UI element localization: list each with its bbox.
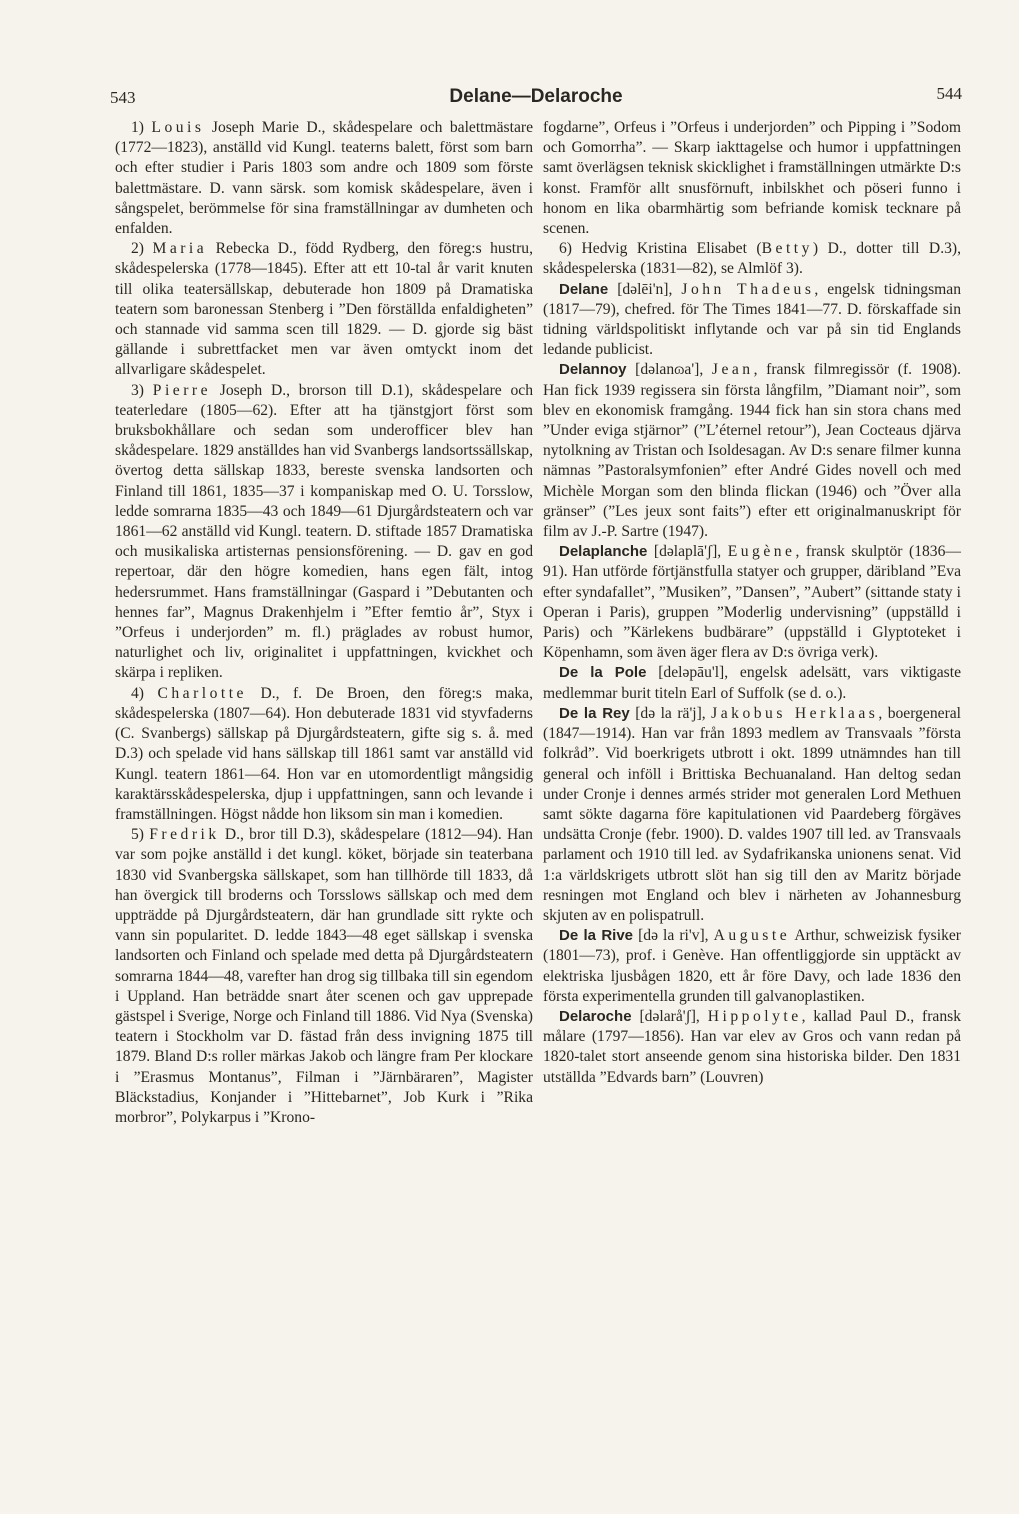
- headword: Delane: [559, 280, 609, 298]
- right-column: [543, 118, 961, 1088]
- left-column: [115, 118, 533, 1128]
- headword: Delaplanche: [559, 543, 648, 561]
- entry-fredrik: 5) Fredrik D., bror till D.3), skådespelare (1812—94). Han var som pojke anställd i det kungl. köket, började sin teaterbana 1830 vid Svanbergska sällskapet, som han tillhörde till 1833, då han övergick till broderns och Torsslows sällskap och med dem uppträdde på Djurgårdsteatern, där han grundlade sitt rykte och vann sin popularitet. D. ledde 1843—48 eget sällskap i svenska landsorten och Finland och spelade med detta på Djurgårdsteatern somrarna 1844—48, varefter han drog sig tillbaka till sin egendom i Uppland. Han beträdde snart åter scenen och gav upprepade gästspel i Sverige, Norge och Finland till 1886. Vid Nya (Svenska) teatern i Stockholm var D. fästad från dess invigning 1875 till 1879. Bland D:s roller märkas Jakob och längre fram Per klockare i ”Erasmus Montanus”, Filman i ”Järnbäraren”, Magister Bläckstadius, Konjander i ”Hittebarnet”, Job Kurk i ”Rika morbror”, Polykarpus i ”Krono-: [115, 826, 533, 1126]
- entry-name: Eugène: [727, 543, 796, 561]
- entry-continuation: fogdarne”, Orfeus i ”Orfeus i underjorden” och Pipping i ”Sodom och Gomorrha”. — Skarp iakttagelse och humor i uppfattningen samt överlägsen teknisk skicklighet i framställningen utmärkte D:s konst. Framför allt snusförnuft, inbilskhet och pöseri funno i honom en lika obarmhärtig som befriande komisk tecknare på scenen.: [543, 119, 961, 238]
- entry-delaplanche: Delaplanche [dəlaplā'ʃ], Eugène, fransk skulptör (1836—91). Han utförde förtjänstfulla statyer och grupper, däribland ”Eva efter syndafallet”, ”Musiken”, ”Dansen”, ”Aubert” (sittande staty i Operan i Paris), gruppen ”Moderlig undervisning” (uppställd i Paris) och ”Kärlekens budbärare” (uppställd i Glyptoteket i Köpenhamn, som även äger flera av D:s övriga verk).: [543, 543, 961, 662]
- running-head: Delane—Delaroche: [449, 86, 623, 107]
- entry-delane: Delane [dəlēi'n], John Thadeus, engelsk tidningsman (1817—79), chefred. för The Times 1841—77. D. förskaffade sin tidning världspolitiskt inflytande och var på sin tid Englands ledande publicist.: [543, 280, 962, 359]
- entry-betty: 6) Hedvig Kristina Elisabet (Betty) D., dotter till D.3), skådespelerska (1831—82), se Almlöf 3).: [543, 240, 961, 278]
- headword: Delannoy: [559, 361, 627, 379]
- headword: De la Rive: [559, 927, 634, 945]
- entry-name: Jean: [711, 361, 754, 379]
- entry-maria: 2) Maria Rebecka D., född Rydberg, den föreg:s hustru, skådespelerska (1778—1845). Efter att ett 10-tal år varit knuten till olika teatersällskap, debuterade hon 1809 på Dramatiska teatern som baronessan Stenberg i ”Den förställda enfaldigheten” och stannade vid samma scen till 1829. — D. gjorde sig bäst gällande i subrettfacket men var även omtyckt inom det allvarligare skådespelet.: [115, 240, 533, 379]
- entry-name: Jakobus Herklaas: [711, 704, 879, 722]
- entry-name: Fredrik: [149, 826, 220, 844]
- page-number-right: 544: [936, 84, 962, 103]
- entry-charlotte: 4) Charlotte D., f. De Broen, den föreg:s maka, skådespelerska (1807—64). Hon debuterade 1831 vid styvfaderns (C. Svanbergs) sällskap på Djurgårdsteatern, gifte sig s. å. med D.3) och spelade vid hans sällskap till 1861 samt var anställd vid Kungl. teatern 1861—64. Hon var en utomordentligt mångsidig karaktärsskådespelerska, djup i uppfattningen, sann och levande i framställningen. Högst nådde hon liksom sin man i komedien.: [115, 684, 533, 823]
- page-header: [110, 84, 962, 114]
- entry-name: John Thadeus: [681, 280, 815, 298]
- headword: Delaroche: [559, 1007, 632, 1025]
- headword: De la Rey: [559, 704, 630, 722]
- entry-name: Hippolyte: [707, 1007, 802, 1025]
- entry-name: Maria: [152, 240, 208, 258]
- entry-delannoy: Delannoy [dəlanɷa'], Jean, fransk filmregissör (f. 1908). Han fick 1939 regissera sin första långfilm, ”Diamant noir”, som blev en ekonomisk framgång. 1944 fick han sin stora chans med ”Under eviga stjärnor” (”L’éternel retour”), Jean Cocteaus djärva nytolkning av Tristan och Isoldesagan. Av D:s senare filmer kunna nämnas ”Pastoralsymfonien” efter André Gides novell och med Michèle Morgan som den blinda flickan (1946) och ”Över alla gränser” (”Les jeux sont faits”) efter ett originalmanuskript för film av J.-P. Sartre (1947).: [543, 361, 961, 541]
- entry-name: Betty: [761, 240, 813, 258]
- entry-name: Pierre: [152, 381, 211, 399]
- entry-de-la-pole: De la Pole [deləpāu'l], engelsk adelsätt, vars viktigaste medlemmar burit titeln Earl of Suffolk (se d. o.).: [543, 664, 962, 702]
- page-number-left: 543: [110, 88, 136, 107]
- headword: De la Pole: [559, 664, 647, 682]
- entry-name: Auguste: [713, 927, 791, 945]
- entry-louis: 1) Louis Joseph Marie D., skådespelare och balettmästare (1772—1823), anställd vid Kungl. teaterns balett, först som barn och efter studier i Paris 1803 som andre och 1809 som förste balettmästare. D. vann särsk. som komisk skådespelare, även i sångspelet, berömmelse för sina framställningar av dumheten och enfalden.: [115, 119, 533, 238]
- entry-delaroche: Delaroche [dəlarå'ʃ], Hippolyte, kallad Paul D., fransk målare (1797—1856). Han var elev av Gros och vann redan på 1820-talet stort anseende genom sina historiska bilder. Den 1831 utställda ”Edvards barn” (Louvren): [543, 1007, 962, 1086]
- entry-name: Charlotte: [157, 684, 247, 702]
- entry-de-la-rive: De la Rive [də la ri'v], Auguste Arthur, schweizisk fysiker (1801—73), prof. i Genève. Han offentliggjorde sin upptäckt av elektriska ljusbågen 1820, ett år före Davy, och lade 1836 den första experimentella grunden till galvanoplastiken.: [543, 927, 961, 1005]
- entry-de-la-rey: De la Rey [də la rä'j], Jakobus Herklaas, boergeneral (1847—1914). Han var från 1893 medlem av Transvaals ”första folkråd”. Vid boerkrigets utbrott i okt. 1899 utnämndes han till general och inföll i Brittiska Bechuanaland. Han deltog sedan under Cronje i dennes armés strider mot generalen Lord Methuen samt sökte dagarna före kapitulationen vid Paardeberg förgäves undsätta Cronje (febr. 1900). D. valdes 1907 till led. av Transvaals parlament och 1910 till led. av Sydafrikanska unionens senat. Vid 1:a världskrigets utbrott slöt han sig till den av Maritz började resningen mot England och blev i närheten av Johannesburg skjuten av en polispatrull.: [543, 704, 962, 924]
- entry-name: Louis: [151, 119, 205, 136]
- entry-pierre: 3) Pierre Joseph D., brorson till D.1), skådespelare och teaterledare (1805—62). Efter att ha tjänstgjort först som bruksbokhållare och sedan som underofficer blev han skådespelare. 1829 anställdes han vid Svanbergs landsortssällskap, övertog detta sällskap 1833, bereste svenska landsorten och Finland till 1861, 1835—37 i kompaniskap med O. U. Torsslow, ledde somrarna 1835—43 och 1849—61 Djurgårdsteatern och var 1861—62 anställd vid Kungl. teatern. D. stiftade 1857 Dramatiska och musikaliska artisternas pensionsförening. — D. gav en god repertoar, där den högre komedien, hans egen fält, intog hedersrummet. Hans framställningar (Gaspard i ”Debutanten och hennes far”, Magnus Drakenhjelm i ”Efter femtio år”, Styx i ”Orfeus i underjorden” m. fl.) präglades av robust humor, naturlighet och liv, originalitet i uppfattningen, kvickhet och skärpa i repliken.: [115, 381, 533, 682]
